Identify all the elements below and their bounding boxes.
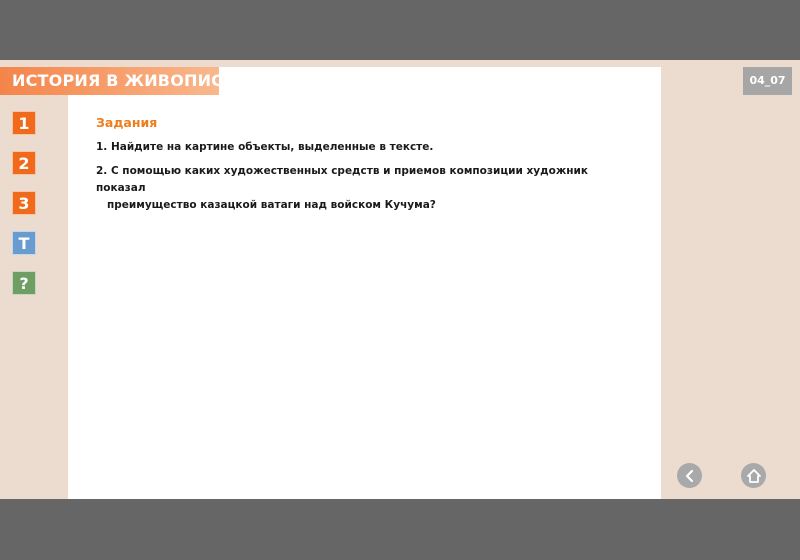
content-panel xyxy=(68,67,661,499)
chevron-left-icon xyxy=(683,469,697,483)
page-code-badge: 04_07 xyxy=(743,67,792,95)
section-1-button[interactable]: 1 xyxy=(12,111,36,135)
section-2-button[interactable]: 2 xyxy=(12,151,36,175)
task-item: 1. Найдите на картине объекты, выделенные в тексте. xyxy=(96,141,434,153)
page-title: ИСТОРИЯ В ЖИВОПИСИ xyxy=(0,67,219,95)
back-button[interactable] xyxy=(677,463,702,488)
task-line: преимущество казацкой ватаги над войском Кучума? xyxy=(107,199,436,211)
task-item xyxy=(96,163,616,214)
text-button[interactable]: Т xyxy=(12,231,36,255)
section-3-button[interactable]: 3 xyxy=(12,191,36,215)
top-frame xyxy=(0,0,800,60)
slide-stage xyxy=(0,60,800,499)
home-button[interactable] xyxy=(741,463,766,488)
bottom-frame xyxy=(0,499,800,560)
home-icon xyxy=(746,468,762,484)
question-button[interactable]: ? xyxy=(12,271,36,295)
task-line: 2. С помощью каких художественных средств и приемов композиции художник показал xyxy=(96,165,589,194)
tasks-heading: Задания xyxy=(96,115,158,130)
